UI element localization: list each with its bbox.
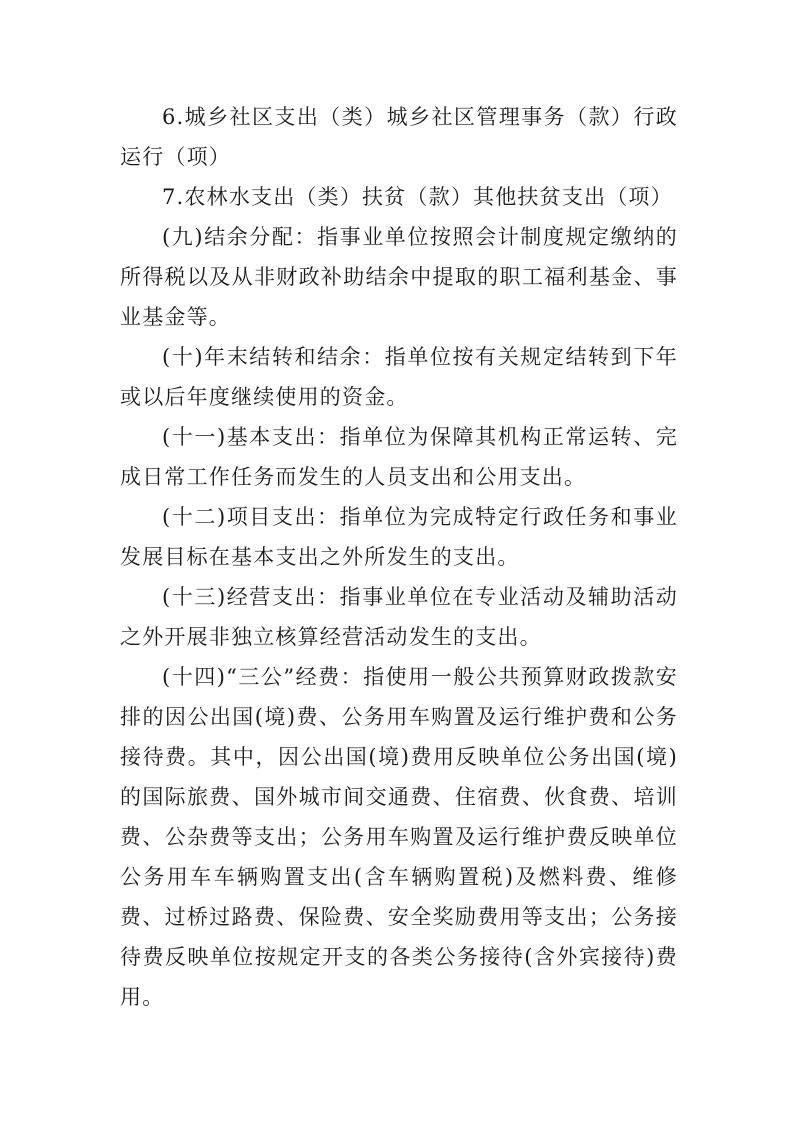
paragraph-project-expenditure: (十二)项目支出：指单位为完成特定行政任务和事业发展目标在基本支出之外所发生的支出。	[120, 505, 678, 569]
document-body	[120, 97, 678, 1017]
paragraph-year-end-carryover: (十)年末结转和结余：指单位按有关规定结转到下年或以后年度继续使用的资金。	[120, 345, 678, 409]
paragraph-item-6: 6.城乡社区支出（类）城乡社区管理事务（款）行政运行（项）	[120, 105, 678, 169]
paragraph-operating-expenditure: (十三)经营支出：指事业单位在专业活动及辅助活动之外开展非独立核算经营活动发生的支出。	[120, 585, 678, 649]
paragraph-three-public-expenses: (十四)“三公”经费：指使用一般公共预算财政拨款安排的因公出国(境)费、公务用车购置及运行维护费和公务接待费。其中，因公出国(境)费用反映单位公务出国(境)的国际旅费、国外城市间交通费、住宿费、伙食费、培训费、公杂费等支出；公务用车购置及运行维护费反映单位公务用车车辆购置支出(含车辆购置税)及燃料费、维修费、过桥过路费、保险费、安全奖励费用等支出；公务接待费反映单位按规定开支的各类公务接待(含外宾接待)费用。	[120, 665, 678, 1009]
paragraph-item-7: 7.农林水支出（类）扶贫（款）其他扶贫支出（项）	[162, 185, 673, 209]
paragraph-basic-expenditure: (十一)基本支出：指单位为保障其机构正常运转、完成日常工作任务而发生的人员支出和公用支出。	[120, 425, 678, 489]
paragraph-surplus-distribution: (九)结余分配：指事业单位按照会计制度规定缴纳的所得税以及从非财政补助结余中提取的职工福利基金、事业基金等。	[120, 225, 678, 329]
